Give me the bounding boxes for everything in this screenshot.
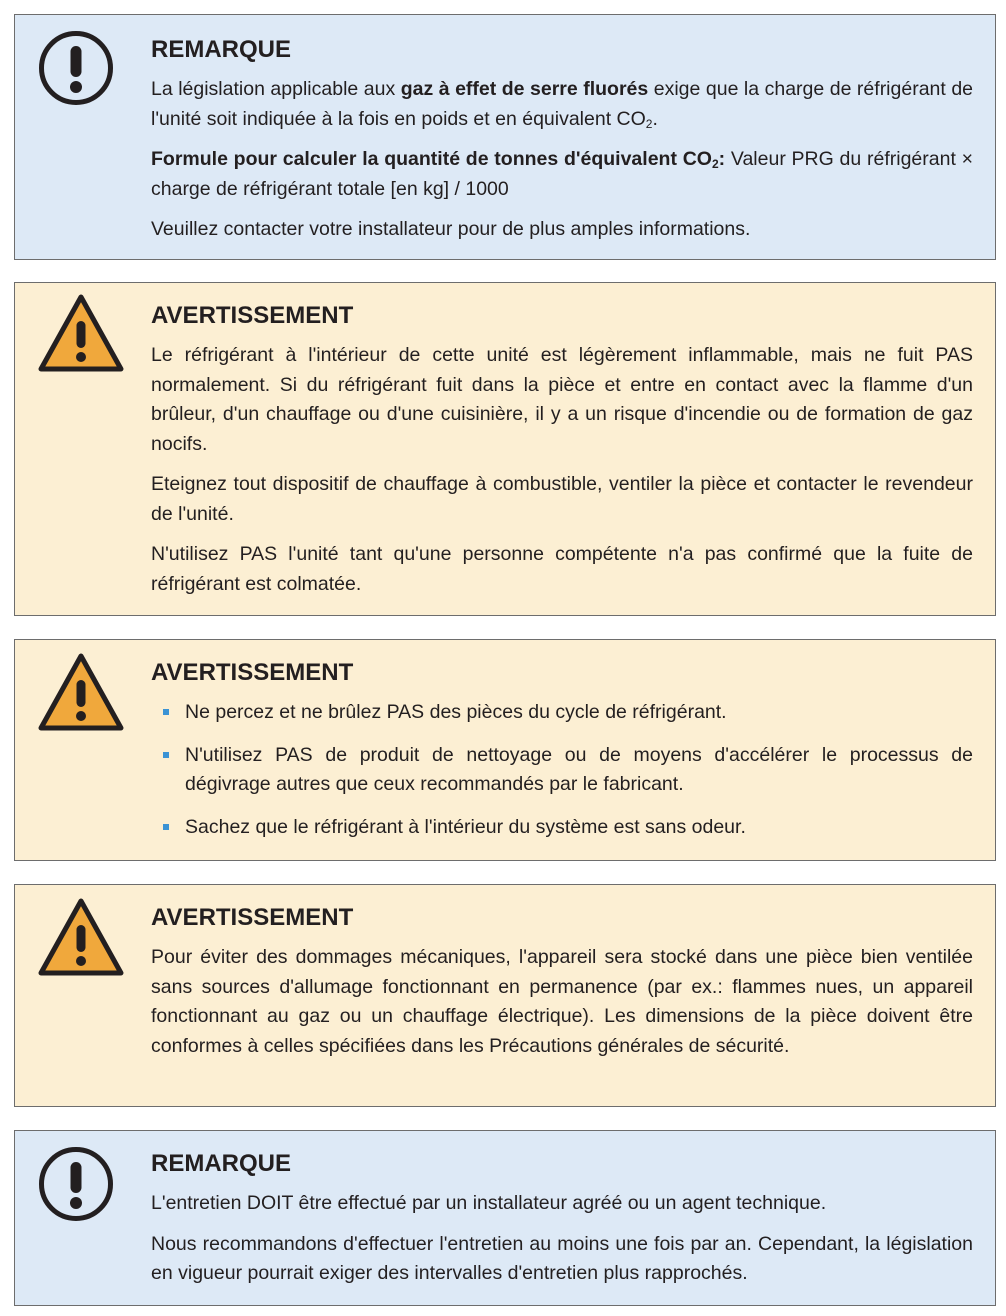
note-box-fluorinated-gas: [14, 14, 996, 260]
exclamation-circle-icon: [37, 29, 115, 112]
warning-box-refrigerant-cycle: [14, 639, 996, 861]
warning-title: AVERTISSEMENT: [151, 302, 354, 329]
warning-paragraph: Eteignez tout dispositif de chauffage à combustible, ventiler la pièce et contacter le revendeur de l'unité.: [151, 473, 973, 525]
warning-triangle-icon: [37, 293, 125, 378]
list-item: Sachez que le réfrigérant à l'intérieur du système est sans odeur.: [151, 813, 973, 843]
note-title: REMARQUE: [151, 36, 292, 63]
bullet-icon: [163, 752, 169, 758]
warning-paragraph: Pour éviter des dommages mécaniques, l'appareil sera stocké dans une pièce bien ventilée sans sources d'allumage fonctionnant en permanence (par ex.: flammes nues, un appareil fonctionnant au gaz ou un chauffage électrique). Les dimensions de la pièce doivent être conformes à celles spécifiées dans les Précautions générales de sécurité.: [151, 946, 973, 1057]
warning-paragraph: Le réfrigérant à l'intérieur de cette unité est légèrement inflammable, mais ne fuit PAS normalement. Si du réfrigérant fuit dans la pièce et entre en contact avec la flamme d'un brûleur, d'un chauffage ou d'une cuisinière, il y a un risque d'incendie ou de formation de gaz nocifs.: [151, 344, 973, 455]
bullet-icon: [163, 709, 169, 715]
warning-triangle-icon: [37, 897, 125, 982]
bullet-icon: [163, 824, 169, 830]
note-paragraph: La législation applicable aux gaz à effet de serre fluorés exige que la charge de réfrigérant de l'unité soit indiquée à la fois en poids et en équivalent $CO_2$.: [151, 78, 974, 131]
warning-box-flammable-refrigerant: [14, 282, 996, 616]
warning-paragraph: N'utilisez PAS l'unité tant qu'une personne compétente n'a pas confirmé que la fuite de réfrigérant est colmatée.: [151, 543, 973, 595]
list-item: Ne percez et ne brûlez PAS des pièces du cycle de réfrigérant.: [151, 698, 973, 728]
warning-bullet-list: [151, 698, 973, 842]
warning-title: AVERTISSEMENT: [151, 904, 354, 931]
note-box-maintenance: [14, 1130, 996, 1306]
warning-box-storage: [14, 884, 996, 1107]
note-paragraph: Nous recommandons d'effectuer l'entretien au moins une fois par an. Cependant, la législation en vigueur pourrait exiger des intervalles d'entretien plus rapprochés.: [151, 1232, 973, 1284]
note-title: REMARQUE: [151, 1150, 292, 1177]
note-paragraph: L'entretien DOIT être effectué par un installateur agréé ou un agent technique.: [151, 1192, 827, 1214]
warning-triangle-icon: [37, 652, 125, 737]
formula-paragraph: Formule pour calculer la quantité de tonnes d'équivalent $CO_2$: Valeur PRG du réfrigérant × charge de réfrigérant totale [en kg] / 1000: [151, 148, 974, 200]
list-item: N'utilisez PAS de produit de nettoyage ou de moyens d'accélérer le processus de dégivrage autres que ceux recommandés par le fabricant.: [151, 741, 973, 800]
exclamation-circle-icon: [37, 1145, 115, 1228]
warning-title: AVERTISSEMENT: [151, 659, 354, 686]
note-contact-paragraph: Veuillez contacter votre installateur pour de plus amples informations.: [151, 218, 751, 240]
